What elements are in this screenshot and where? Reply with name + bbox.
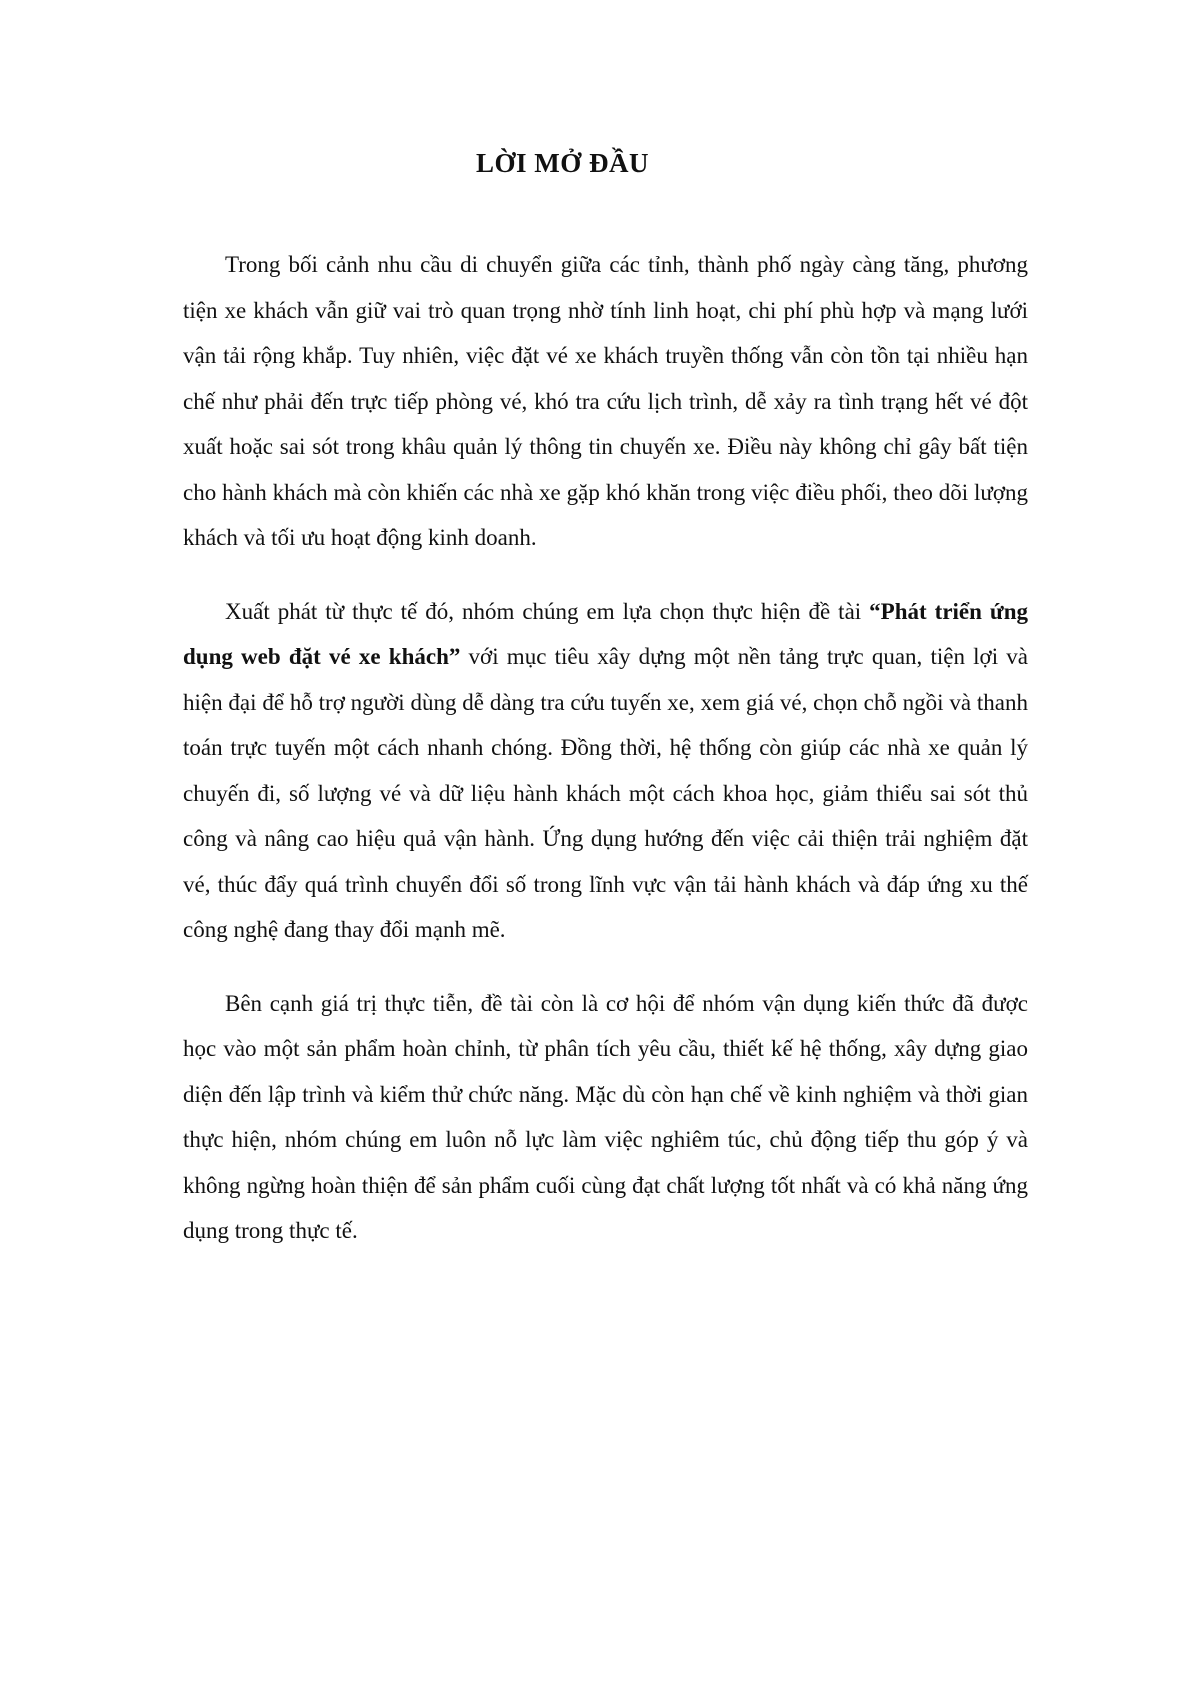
paragraph-practical-value: Bên cạnh giá trị thực tiễn, đề tài còn là cơ hội để nhóm vận dụng kiến thức đã được học vào một sản phẩm hoàn chỉnh, từ phân tích yêu cầu, thiết kế hệ thống, xây dựng giao diện đến lập trình và kiểm thử chức năng. Mặc dù còn hạn chế về kinh nghiệm và thời gian thực hiện, nhóm chúng em luôn nỗ lực làm việc nghiêm túc, chủ động tiếp thu góp ý và không ngừng hoàn thiện để sản phẩm cuối cùng đạt chất lượng tốt nhất và có khả năng ứng dụng trong thực tế.: [183, 990, 1028, 1243]
paragraph-remaining-text: với mục tiêu xây dựng một nền tảng trực quan, tiện lợi và hiện đại để hỗ trợ người dùng dễ dàng tra cứu tuyến xe, xem giá vé, chọn chỗ ngồi và thanh toán trực tuyến một cách nhanh chóng. Đồng thời, hệ thống còn giúp các nhà xe quản lý chuyến đi, số lượng vé và dữ liệu hành khách một cách khoa học, giảm thiểu sai sót thủ công và nâng cao hiệu quả vận hành. Ứng dụng hướng đến việc cải thiện trải nghiệm đặt vé, thúc đẩy quá trình chuyển đổi số trong lĩnh vực vận tải hành khách và đáp ứng xu thế công nghệ đang thay đổi mạnh mẽ.: [183, 644, 1029, 942]
document-body: [183, 242, 1028, 1282]
project-title: “Phát triển ứng dụng web đặt vé xe khách”: [183, 598, 1028, 669]
paragraph-context: Trong bối cảnh nhu cầu di chuyển giữa các tỉnh, thành phố ngày càng tăng, phương tiện xe khách vẫn giữ vai trò quan trọng nhờ tính linh hoạt, chi phí phù hợp và mạng lưới vận tải rộng khắp. Tuy nhiên, việc đặt vé xe khách truyền thống vẫn còn tồn tại nhiều hạn chế như phải đến trực tiếp phòng vé, khó tra cứu lịch trình, dễ xảy ra tình trạng hết vé đột xuất hoặc sai sót trong khâu quản lý thông tin chuyến xe. Điều này không chỉ gây bất tiện cho hành khách mà còn khiến các nhà xe gặp khó khăn trong việc điều phối, theo dõi lượng khách và tối ưu hoạt động kinh doanh.: [183, 252, 1028, 550]
page-title: LỜI MỞ ĐẦU: [476, 148, 649, 178]
paragraph-project-topic: [183, 589, 1028, 953]
paragraph-lead-text: Xuất phát từ thực tế đó, nhóm chúng em lựa chọn thực hiện đề tài: [225, 598, 870, 624]
